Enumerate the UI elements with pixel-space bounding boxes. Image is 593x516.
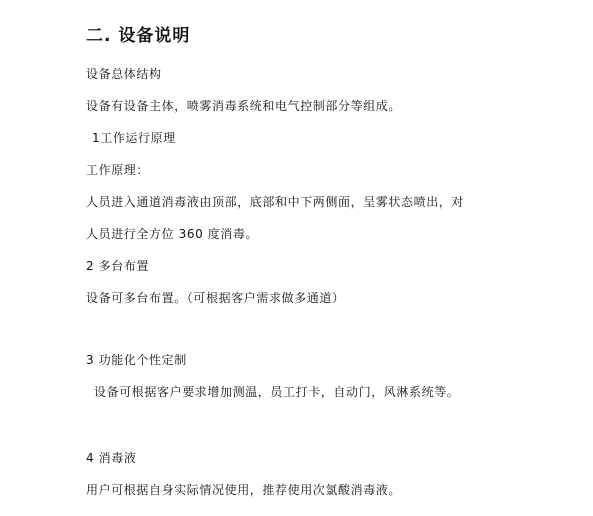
subheading-principle: 1工作运行原理 [92,131,176,145]
paragraph-disinfectant-body: 用户可根据自身实际情况使用，推荐使用次氯酸消毒液。 [86,483,402,497]
section-heading: 二. 设备说明 [86,26,191,46]
paragraph-principle-body-2: 人员进行全方位 360 度消毒。 [86,227,259,241]
subheading-layout: 2 多台布置 [86,259,150,273]
paragraph-layout-body: 设备可多台布置。（可根据客户需求做多通道） [86,291,345,305]
paragraph-structure-title: 设备总体结构 [86,67,162,81]
subheading-disinfectant: 4 消毒液 [86,451,137,465]
paragraph-principle-body-1: 人员进入通道消毒液由顶部，底部和中下两侧面，呈雾状态喷出，对 [86,195,465,209]
paragraph-customization-body: 设备可根据客户要求增加测温，员工打卡，自动门，风淋系统等。 [94,385,460,399]
paragraph-principle-label: 工作原理： [86,163,150,177]
paragraph-structure-body: 设备有设备主体，喷雾消毒系统和电气控制部分等组成。 [86,99,402,113]
subheading-customization: 3 功能化个性定制 [86,353,187,367]
